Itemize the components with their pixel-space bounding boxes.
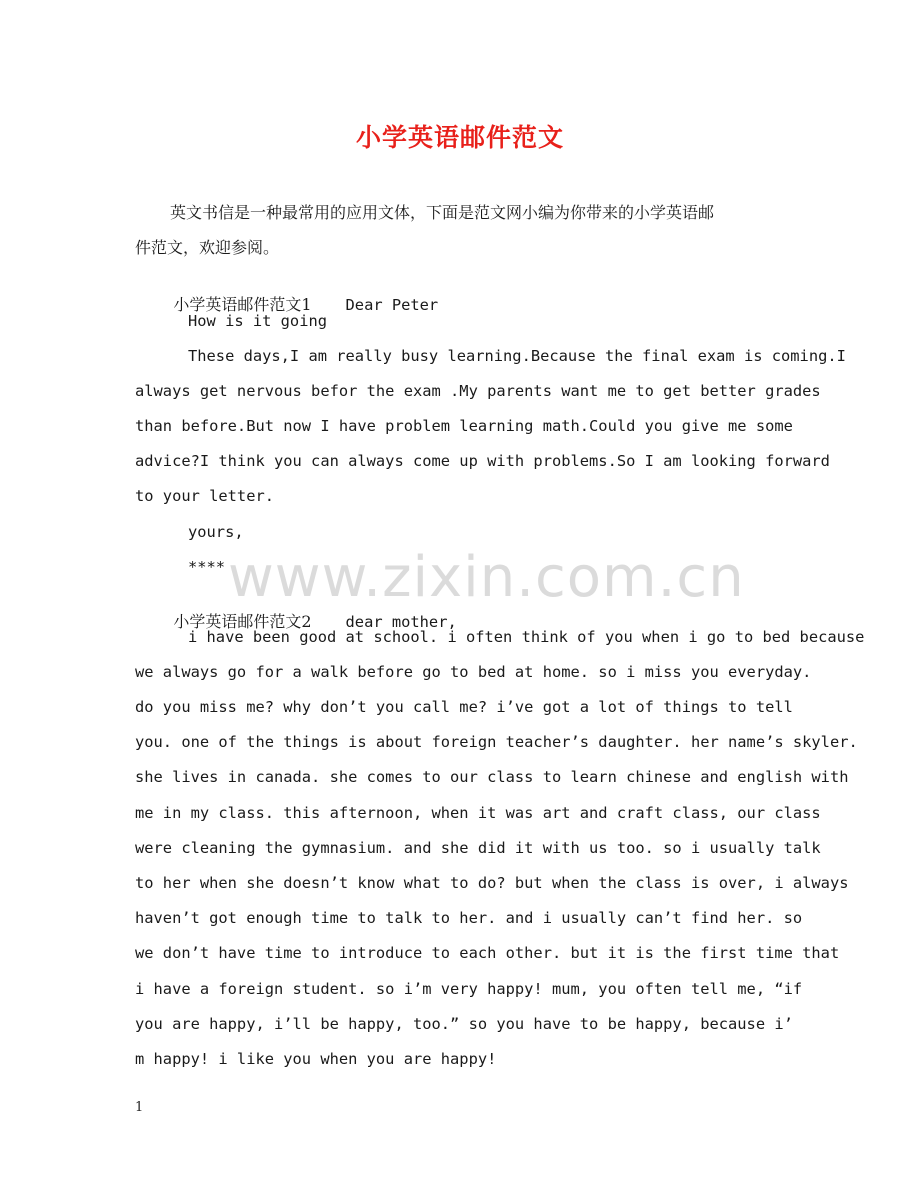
sample2-line: she lives in canada. she comes to our class to learn chinese and english with xyxy=(135,768,849,786)
watermark: www.zixin.com.cn xyxy=(228,545,745,610)
page-number: 1 xyxy=(135,1100,144,1115)
sample2-line: do you miss me? why don’t you call me? i’ve got a lot of things to tell xyxy=(135,698,793,716)
sample2-line: you are happy, i’ll be happy, too.” so you have to be happy, because i’ xyxy=(135,1015,793,1033)
sample2-line: you. one of the things is about foreign teacher’s daughter. her name’s skyler. xyxy=(135,733,858,751)
sample2-greeting: dear mother, xyxy=(345,613,457,631)
sample2-line: i have a foreign student. so i’m very happy! mum, you often tell me, “if xyxy=(135,980,803,998)
sample1-heading: 小学英语邮件范文1 xyxy=(173,295,312,314)
sample2-line: were cleaning the gymnasium. and she did it with us too. so i usually talk xyxy=(135,839,821,857)
sample2-line: we don’t have time to introduce to each other. but it is the first time that xyxy=(135,944,840,962)
sample2-line: me in my class. this afternoon, when it was art and craft class, our class xyxy=(135,804,821,822)
sample2-line: we always go for a walk before go to bed at home. so i miss you everyday. xyxy=(135,663,812,681)
sample1-line: than before.But now I have problem learning math.Could you give me some xyxy=(135,417,793,435)
intro-line-2: 件范文，欢迎参阅。 xyxy=(135,238,280,257)
sample2-line: i have been good at school. i often think of you when i go to bed because xyxy=(188,628,865,646)
sample1-greeting: Dear Peter xyxy=(345,296,439,314)
sample1-line: to your letter. xyxy=(135,487,274,505)
sample1-line: advice?I think you can always come up with problems.So I am looking forward xyxy=(135,452,830,470)
sample1-line: How is it going xyxy=(188,312,327,330)
sample2-line: haven’t got enough time to talk to her. and i usually can’t find her. so xyxy=(135,909,803,927)
sample2-line: m happy! i like you when you are happy! xyxy=(135,1050,497,1068)
sample1-line: These days,I am really busy learning.Because the final exam is coming.I xyxy=(188,347,846,365)
intro-line-1: 英文书信是一种最常用的应用文体，下面是范文网小编为你带来的小学英语邮 xyxy=(170,203,715,222)
sample1-line: always get nervous befor the exam .My parents want me to get better grades xyxy=(135,382,821,400)
sample1-signature: **** xyxy=(188,558,226,576)
sample1-closing: yours, xyxy=(188,523,244,541)
sample2-line: to her when she doesn’t know what to do? but when the class is over, i always xyxy=(135,874,849,892)
document-title: 小学英语邮件范文 xyxy=(355,123,564,152)
sample2-heading: 小学英语邮件范文2 xyxy=(173,612,312,631)
